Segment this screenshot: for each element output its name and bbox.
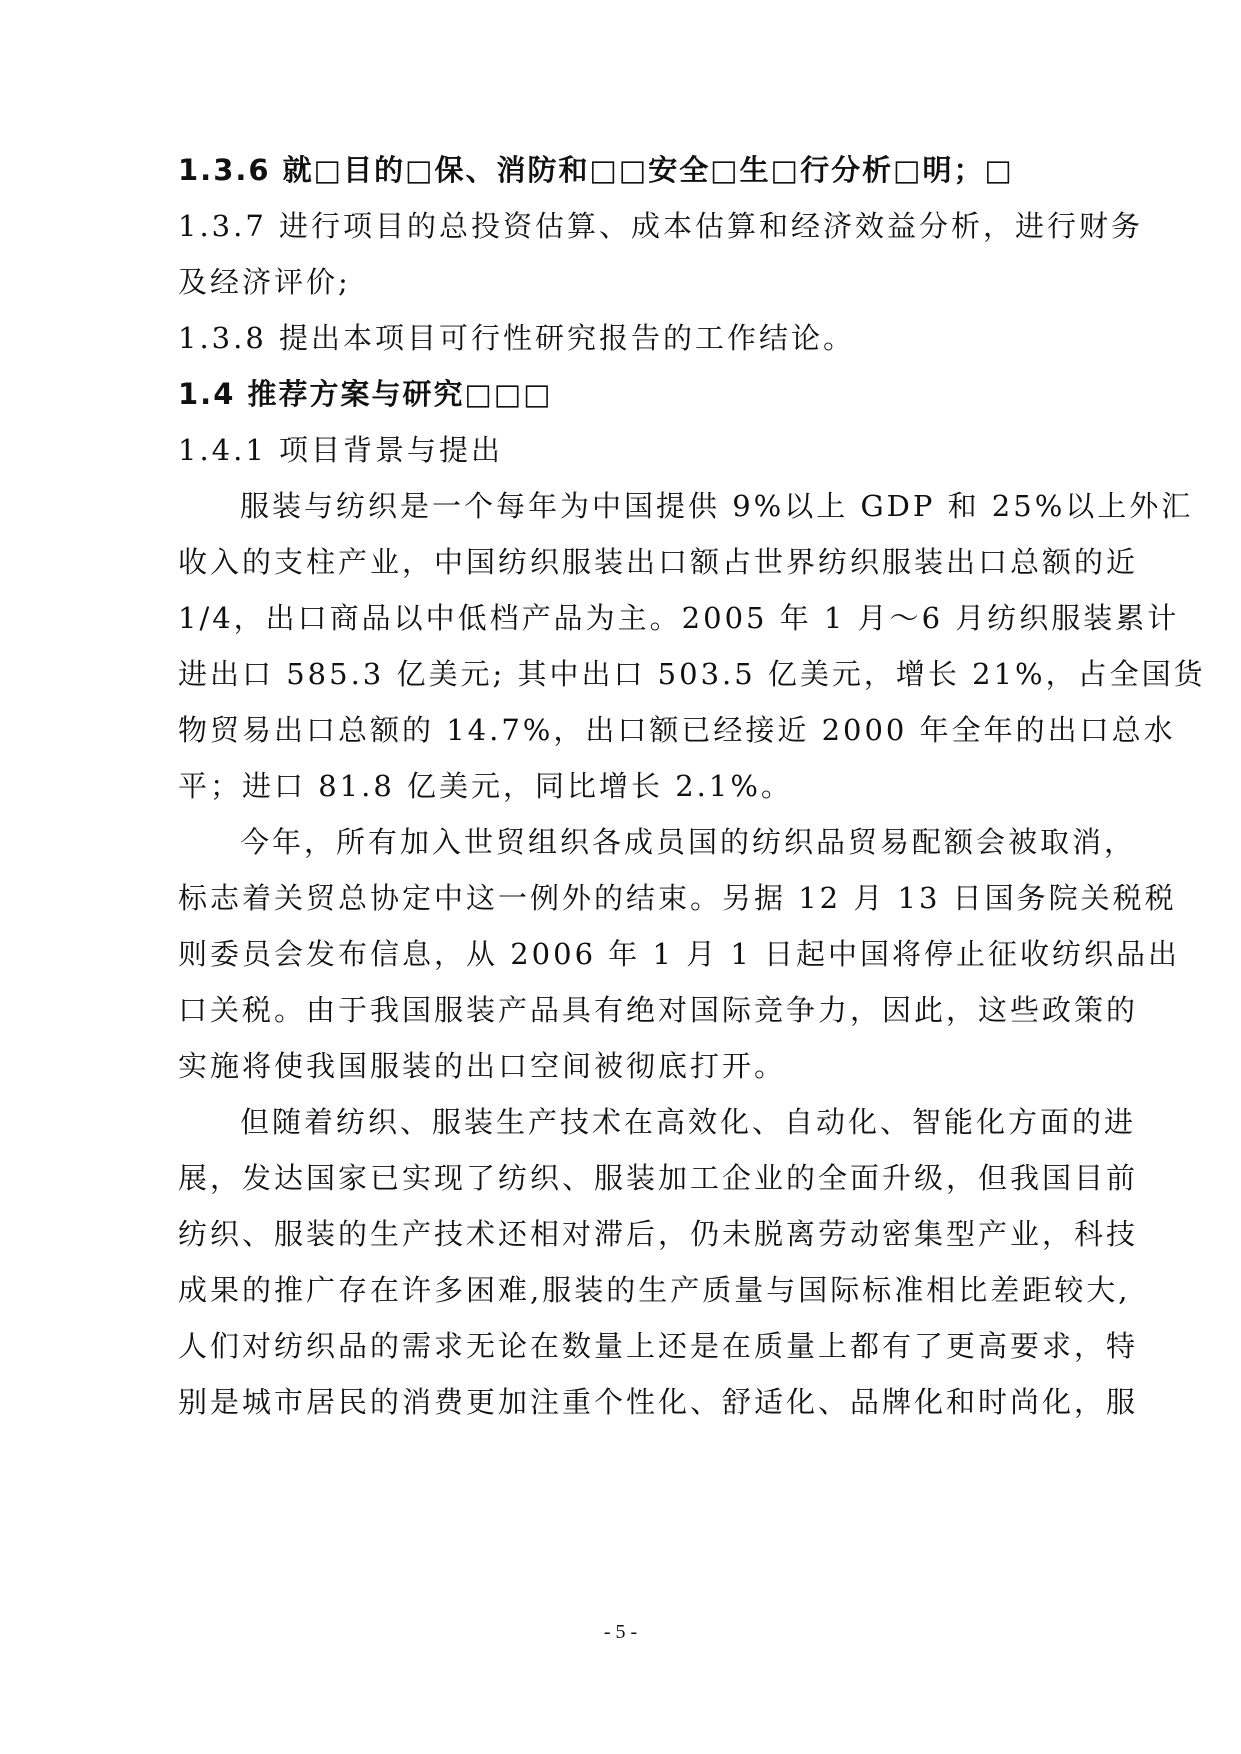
paragraph-1-line: 收入的支柱产业，中国纺织服装出口额占世界纺织服装出口总额的近 [178, 545, 1139, 579]
page-number: - 5 - [603, 1621, 638, 1643]
section-1-3-7-line1: 1.3.7 进行项目的总投资估算、成本估算和经济效益分析，进行财务 [178, 209, 1144, 243]
section-1-4-1: 1.4.1 项目背景与提出 [178, 433, 504, 467]
paragraph-3-line: 别是城市居民的消费更加注重个性化、舒适化、品牌化和时尚化，服 [178, 1385, 1139, 1419]
heading-1-4: 1.4 推荐方案与研究□□□ [178, 377, 553, 411]
paragraph-2-line: 标志着关贸总协定中这一例外的结束。另据 12 月 13 日国务院关税税 [178, 881, 1177, 915]
paragraph-1-line: 进出口 585.3 亿美元; 其中出口 503.5 亿美元，增长 21%，占全国货 [178, 657, 1206, 691]
paragraph-3-line: 纺织、服装的生产技术还相对滞后，仍未脱离劳动密集型产业，科技 [178, 1217, 1139, 1251]
paragraph-1-line: 平；进口 81.8 亿美元，同比增长 2.1%。 [178, 769, 793, 803]
paragraph-2-line: 实施将使我国服装的出口空间被彻底打开。 [178, 1049, 787, 1083]
section-1-3-8: 1.3.8 提出本项目可行性研究报告的工作结论。 [178, 321, 856, 355]
paragraph-3-line: 人们对纺织品的需求无论在数量上还是在质量上都有了更高要求，特 [178, 1329, 1139, 1363]
paragraph-1-line: 服装与纺织是一个每年为中国提供 9%以上 GDP 和 25%以上外汇 [240, 489, 1194, 523]
paragraph-2-line: 则委员会发布信息，从 2006 年 1 月 1 日起中国将停止征收纺织品出 [178, 937, 1181, 971]
paragraph-3-line: 但随着纺织、服装生产技术在高效化、自动化、智能化方面的进 [240, 1105, 1137, 1139]
paragraph-2-line: 今年，所有加入世贸组织各成员国的纺织品贸易配额会被取消， [240, 825, 1137, 859]
paragraph-3-line: 成果的推广存在许多困难,服装的生产质量与国际标准相比差距较大, [178, 1273, 1131, 1307]
paragraph-3-line: 展，发达国家已实现了纺织、服装加工企业的全面升级，但我国目前 [178, 1161, 1139, 1195]
paragraph-1-line: 物贸易出口总额的 14.7%，出口额已经接近 2000 年全年的出口总水 [178, 713, 1176, 747]
paragraph-2-line: 口关税。由于我国服装产品具有绝对国际竞争力，因此，这些政策的 [178, 993, 1139, 1027]
section-1-3-7-line2: 及经济评价; [178, 265, 351, 299]
section-1-3-6: 1.3.6 就□目的□保、消防和□□安全□生□行分析□明；□ [178, 153, 1014, 187]
paragraph-1-line: 1/4，出口商品以中低档产品为主。2005 年 1 月～6 月纺织服装累计 [178, 601, 1180, 635]
